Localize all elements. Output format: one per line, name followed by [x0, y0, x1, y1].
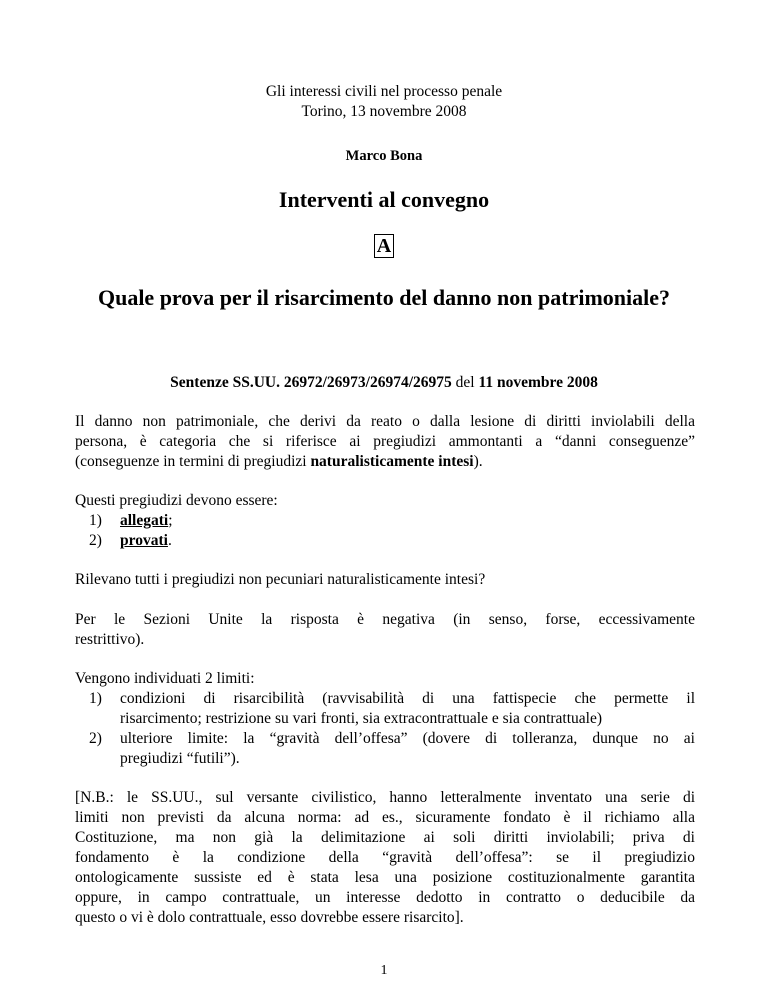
emphasis-underlined: provati	[120, 532, 168, 549]
author-name: Marco Bona	[345, 148, 423, 164]
paragraph-line: (conseguenze in termini di pregiudizi naturalisticamente intesi).	[75, 453, 483, 470]
section-heading: Quale prova per il risarcimento del danno non patrimoniale?	[97, 285, 671, 310]
emphasis-bold: naturalisticamente intesi	[310, 453, 474, 470]
page-number: 1	[380, 963, 388, 978]
list-number: 2)	[89, 730, 102, 747]
paragraph-line: questo o vi è dolo contrattuale, esso dovrebbe essere risarcito].	[75, 909, 464, 926]
sentenze-numbers: Sentenze SS.UU. 26972/26973/26974/26975	[170, 374, 452, 391]
list-text: condizioni di risarcibilità (ravvisabilità di una fattispecie che permette il risarcimento; restrizione su vari fronti, sia extracontrattuale e sia contrattuale)	[120, 690, 695, 727]
paragraph-question	[75, 570, 695, 590]
sentenze-date: 11 novembre 2008	[478, 374, 598, 391]
paragraph-line: Il danno non patrimoniale, che derivi da reato o dalla lesione di diritti inviolabili della	[75, 413, 695, 430]
sentenze-reference	[0, 373, 768, 393]
event-date: Torino, 13 novembre 2008	[301, 103, 467, 120]
list-number: 1)	[89, 512, 102, 529]
document-header	[0, 82, 768, 122]
list-text: ulteriore limite: la “gravità dell’offesa” (dovere di tolleranza, dunque no ai pregiudizi “futili”).	[120, 730, 695, 767]
emphasis-underlined: allegati	[120, 512, 169, 529]
paragraph-pregiudizi	[75, 491, 695, 511]
paragraph-line: oppure, in campo contrattuale, un interesse dedotto in contratto o deducibile da	[75, 889, 695, 906]
section-marker	[0, 234, 768, 258]
paragraph-line: restrittivo).	[75, 631, 145, 648]
paragraph-nb-note	[75, 788, 695, 928]
list-number: 1)	[89, 690, 102, 707]
paragraph-sezioni-unite	[75, 610, 695, 650]
document-title: Interventi al convegno	[278, 187, 490, 212]
paragraph-limiti	[75, 669, 695, 689]
paragraph-line: Per le Sezioni Unite la risposta è negativa (in senso, forse, eccessivamente	[75, 611, 695, 628]
paragraph-line: persona, è categoria che si riferisce ai pregiudizi ammontanti a “danni conseguenze”	[75, 433, 695, 450]
paragraph-line: ontologicamente sussiste ed è stata lesa una posizione costituzionalmente garantita	[75, 869, 695, 886]
paragraph-line: Costituzione, ma non già la delimitazione ai soli diritti inviolabili; priva di	[75, 829, 695, 846]
event-title: Gli interessi civili nel processo penale	[265, 83, 503, 100]
paragraph-line: limiti non previsti da alcuna norma: ad es., sicuramente fondato è il richiamo alla	[75, 809, 695, 826]
paragraph-line: Rilevano tutti i pregiudizi non pecuniari naturalisticamente intesi?	[75, 571, 486, 588]
paragraph-intro: Vengono individuati 2 limiti:	[75, 670, 255, 687]
paragraph-intro: Questi pregiudizi devono essere:	[75, 492, 278, 509]
paragraph-line: fondamento è la condizione della “gravità dell’offesa”: se il pregiudizio	[75, 849, 695, 866]
list-text: allegati;	[120, 512, 173, 529]
section-letter: A	[374, 234, 394, 258]
paragraph-line: [N.B.: le SS.UU., sul versante civilistico, hanno letteralmente inventato una serie di	[75, 789, 695, 806]
sentenze-connector: del	[451, 374, 479, 391]
list-text: provati.	[120, 532, 172, 549]
list-number: 2)	[89, 532, 102, 549]
paragraph-danno	[75, 412, 695, 472]
